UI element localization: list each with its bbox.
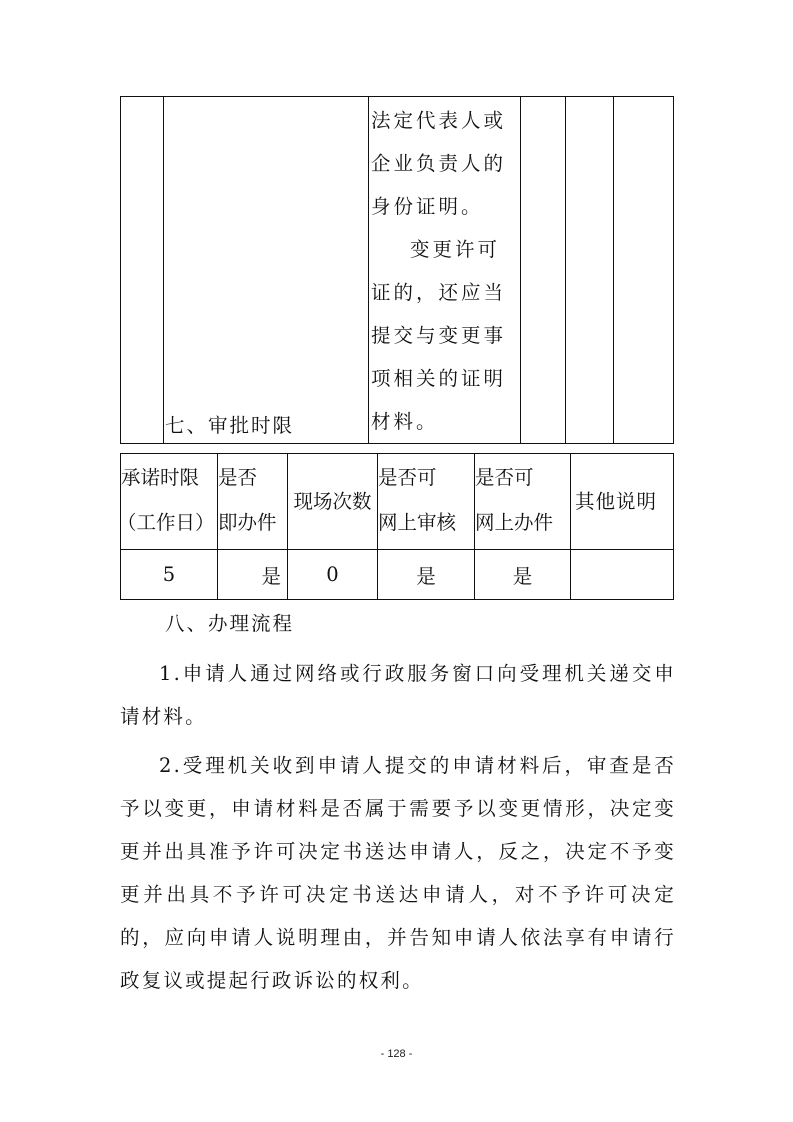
header-immediate: 是否 即办件 [218,454,288,550]
table-row [121,550,674,600]
value-onsite-visits: 0 [288,550,378,600]
requirement-text-2: 变更许可证的，还应当提交与变更事项相关的证明材料。 [371,238,507,433]
continuation-table [120,96,674,444]
requirements-cell [369,97,521,444]
process-steps [120,652,676,1002]
table-cell-empty [121,97,164,444]
header-online-processing: 是否可 网上办件 [475,454,571,550]
table-cell-empty [566,97,614,444]
page-number: - 128 - [380,1048,413,1060]
process-step-2: 2.受理机关收到申请人提交的申请材料后，审查是否予以变更，申请材料是否属于需要予以变更情形，决定变更并出具准予许可决定书送达申请人，反之，决定不予变更并出具不予许可决定书送达申请人，对不予许可决定的，应向申请人说明理由，并告知申请人依法享有申请行政复议或提起行政诉讼的权利。 [120,754,676,992]
header-commitment-days: 承诺时限 （工作日） [121,454,218,550]
table-cell-empty [521,97,566,444]
value-online-processing: 是 [475,550,571,600]
header-other-notes: 其他说明 [571,454,674,550]
table-cell-empty [164,97,369,444]
approval-time-table [117,453,674,600]
value-commitment-days: 5 [121,550,218,600]
header-onsite-visits: 现场次数 [288,454,378,550]
value-online-review: 是 [378,550,475,600]
table-header-row [121,454,674,550]
process-step-1: 1.申请人通过网络或行政服务窗口向受理机关递交申请材料。 [120,662,676,728]
section-heading-approval-time: 七、审批时限 [165,414,295,437]
table-cell-empty [614,97,674,444]
value-other-notes [571,550,674,600]
header-online-review: 是否可 网上审核 [378,454,475,550]
section-heading-process: 八、办理流程 [165,612,295,635]
value-immediate: 是 [218,550,288,600]
requirement-text-1: 法定代表人或企业负责人的身份证明。 [371,109,507,218]
